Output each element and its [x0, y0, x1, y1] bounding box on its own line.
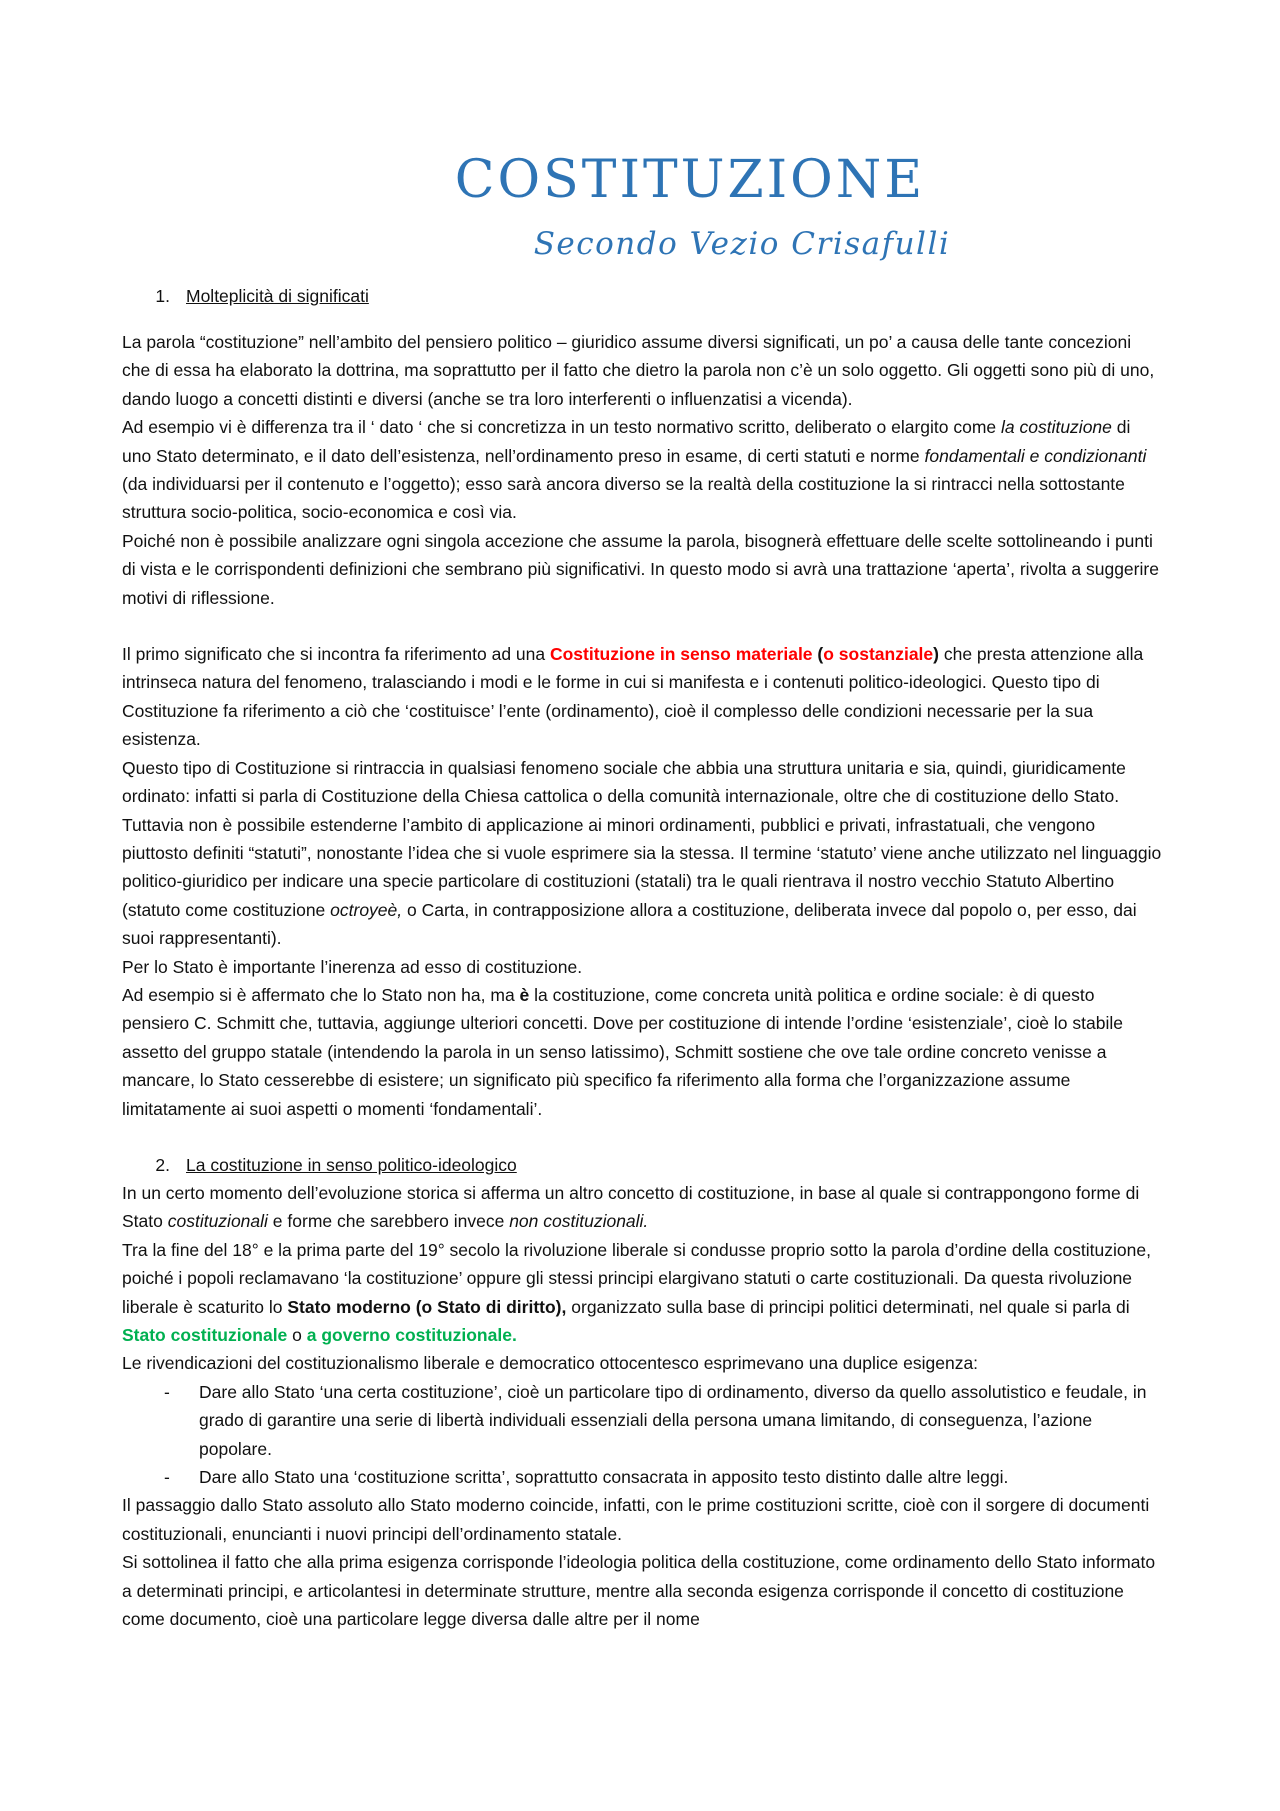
paragraph: Poiché non è possibile analizzare ogni singola accezione che assume la parola, bisognerà effettuare delle scelte sottolineando i punti di vista e le corrispondenti definizioni che sembrano più significativi. In questo modo si avrà una trattazione ‘aperta’, rivolta a suggerire motivi di riflessione.: [122, 530, 1159, 608]
paragraph: La parola “costituzione” nell’ambito del pensiero politico – giuridico assume diversi significati, un po’ a causa delle tante concezioni che di essa ha elaborato la dottrina, ma soprattutto per il fatto che dietro la parola non c’è un solo oggetto. Gli oggetti sono più di uno, dando luogo a concetti distinti e diversi (anche se tra loro interferenti o influenzatisi a vicenda).: [122, 332, 1155, 409]
section-1-number: 1.: [155, 286, 170, 306]
paragraph: Tra la fine del 18° e la prima parte del 19° secolo la rivoluzione liberale si condusse proprio sotto la parola d’ordine della costituzione, poiché i popoli reclamavano ‘la costituzione’ oppure gli stessi principi elargivano statuti o carte costituzionali. Da questa rivoluzione liberale è scaturito lo Stato moderno (o Stato di diritto), organizzato sulla base di principi politici determinati, nel quale si parla di Stato costituzionale o a governo costituzionale.: [122, 1239, 1151, 1345]
section-2-heading: [122, 1151, 1162, 1179]
highlight-substantial: o sostanziale: [823, 644, 934, 665]
requirements-list: [122, 1378, 1162, 1492]
highlight-constitutional-government: a governo costituzionale.: [306, 1325, 517, 1345]
section-1-heading: [122, 282, 1162, 310]
section-2-number: 2.: [155, 1154, 170, 1175]
list-item: - Dare allo Stato ‘una certa costituzione’, cioè un particolare tipo di ordinamento, diverso da quello assolutistico e feudale, in grado di garantire una serie di libertà individuali essenziali della persona umana limitando, di conseguenza, l’azione popolare.: [122, 1378, 1162, 1463]
paragraph: Il primo significato che si incontra fa riferimento ad una Costituzione in senso materiale (o sostanziale) che presta attenzione alla intrinseca natura del fenomeno, tralasciando i modi e le forme in cui si manifesta e i contenuti politico-ideologici. Questo tipo di Costituzione fa riferimento a ciò che ‘costituisce’ l’ente (ordinamento), cioè il complesso delle condizioni necessarie per la sua esistenza.: [122, 644, 1144, 750]
section-2-title: La costituzione in senso politico-ideologico: [186, 1154, 517, 1175]
paragraph: Per lo Stato è importante l’inerenza ad esso di costituzione.: [122, 956, 583, 977]
paragraph: Il passaggio dallo Stato assoluto allo Stato moderno coincide, infatti, con le prime costituzioni scritte, cioè con il sorgere di documenti costituzionali, enuncianti i nuovi principi dell’ordinamento statale.: [122, 1495, 1150, 1544]
highlight-material: Costituzione in senso materiale: [549, 644, 813, 665]
paragraph: Questo tipo di Costituzione si rintraccia in qualsiasi fenomeno sociale che abbia una struttura unitaria e sia, quindi, giuridicamente ordinato: infatti si parla di Costituzione della Chiesa cattolica o della comunità internazionale, oltre che di costituzione dello Stato. Tuttavia non è possibile estenderne l’ambito di applicazione ai minori ordinamenti, pubblici e privati, infrastatuali, che vengono piuttosto definiti “statuti”, nonostante l’idea che si vuole esprimere sia la stessa. Il termine ‘statuto’ viene anche utilizzato nel linguaggio politico-giuridico per indicare una specie particolare di costituzioni (statali) tra le quali rientrava il nostro vecchio Statuto Albertino (statuto come costituzione octroyeè, o Carta, in contrapposizione allora a costituzione, deliberata invece dal popolo o, per esso, dai suoi rappresentanti).: [122, 757, 1162, 949]
paragraph: Ad esempio vi è differenza tra il ‘ dato ‘ che si concretizza in un testo normativo scritto, deliberato o elargito come la costituzione di uno Stato determinato, e il dato dell’esistenza, nell’ordinamento preso in esame, di certi statuti e norme fondamentali e condizionanti (da individuarsi per il contenuto e l’oggetto); esso sarà ancora diverso se la realtà della costituzione la si rintracci nella sottostante struttura socio-politica, socio-economica e così via.: [122, 417, 1147, 523]
section-1-title: Molteplicità di significati: [186, 286, 369, 306]
paragraph: In un certo momento dell’evoluzione storica si afferma un altro concetto di costituzione, in base al quale si contrappongono forme di Stato costituzionali e forme che sarebbero invece non costituzionali.: [122, 1182, 1140, 1232]
paragraph: Le rivendicazioni del costituzionalismo liberale e democratico ottocentesco esprimevano una duplice esigenza:: [122, 1353, 979, 1374]
list-item: - Dare allo Stato una ‘costituzione scritta’, soprattutto consacrata in apposito testo distinto dalle altre leggi.: [122, 1463, 1162, 1491]
document-title: COSTITUZIONE: [454, 150, 926, 210]
highlight-constitutional-state: Stato costituzionale: [122, 1325, 288, 1345]
highlight-modern-state: Stato moderno (o Stato di diritto),: [287, 1296, 567, 1317]
paragraph: Ad esempio si è affermato che lo Stato non ha, ma è la costituzione, come concreta unità politica e ordine sociale: è di questo pensiero C. Schmitt che, tuttavia, aggiunge ulteriori concetti. Dove per costituzione di intende l’ordine ‘esistenziale’, cioè lo stabile assetto del gruppo statale (intendendo la parola in un senso latissimo), Schmitt sostiene che ove tale ordine concreto venisse a mancare, lo Stato cesserebbe di esistere; un significato più specifico fa riferimento alla forma che l’organizzazione assume limitatamente ai suoi aspetti o momenti ‘fondamentali’.: [122, 984, 1123, 1119]
paragraph: Si sottolinea il fatto che alla prima esigenza corrisponde l’ideologia politica della costituzione, come ordinamento dello Stato informato a determinati principi, e articolantesi in determinate strutture, mentre alla seconda esigenza corrisponde il concetto di costituzione come documento, cioè una particolare legge diversa dalle altre per il nome: [122, 1552, 1156, 1630]
document-page: [122, 150, 1162, 1633]
document-subtitle: Secondo Vezio Crisafulli: [533, 226, 951, 262]
